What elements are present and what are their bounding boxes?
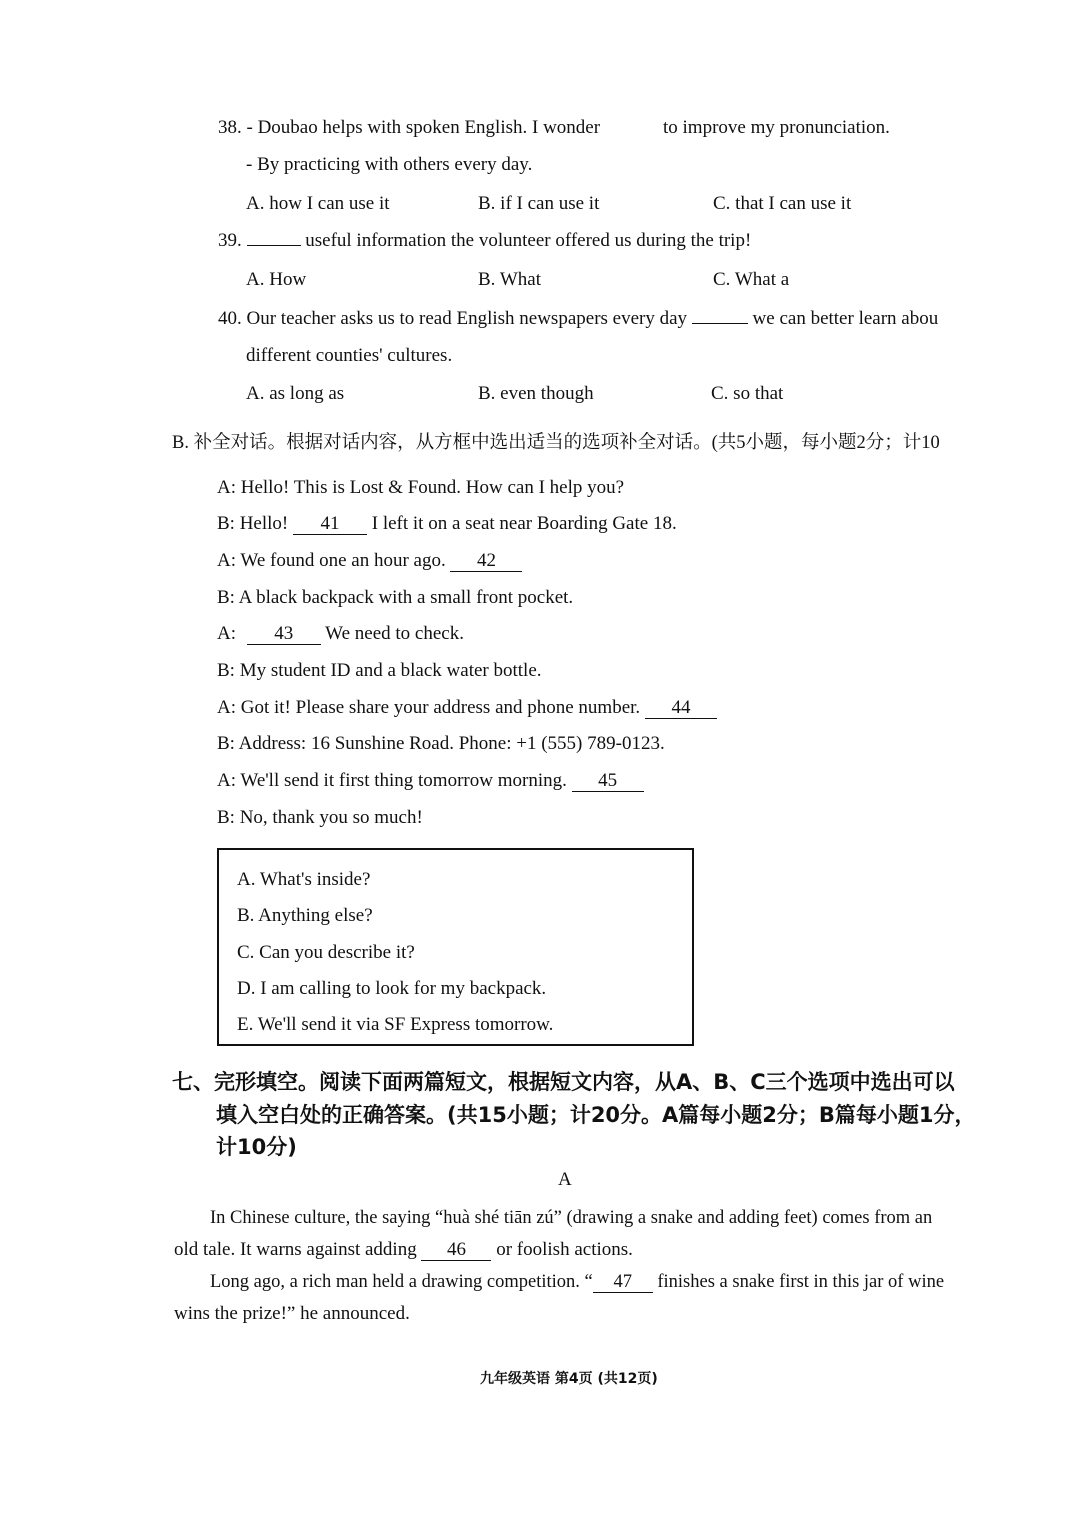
question-38-line-1 [218,116,600,140]
dialogue-line-6: B: My student ID and a black water bottle. [217,660,542,681]
page-footer: 九年级英语 第4页 (共12页) [480,1371,658,1387]
dialogue-line-9: A: We'll send it first thing tomorrow morning. 45 [217,769,644,793]
box-option-b: B. Anything else? [237,905,373,926]
question-39-line-1 [218,229,751,253]
section-7-heading-line-1: 七、完形填空。阅读下面两篇短文，根据短文内容，从A、B、C三个选项中选出可以 [172,1070,955,1094]
option-b: B. if I can use it [478,193,600,214]
passage-label: A [558,1169,572,1190]
question-text: useful information the volunteer offered us during the trip! [305,230,752,251]
dialogue-line-10: B: No, thank you so much! [217,807,423,828]
question-38-line-2: - By practicing with others every day. [246,154,533,175]
option-c: C. What a [713,269,790,290]
blank-41: 41 [293,514,367,535]
answer-blank [692,323,748,324]
box-option-d: D. I am calling to look for my backpack. [237,978,547,999]
question-text: Our teacher asks us to read English newspapers every day [246,308,688,329]
passage-p1-line-1: In Chinese culture, the saying “huà shé tiān zú” (drawing a snake and adding feet) comes from an [210,1208,933,1228]
box-option-a: A. What's inside? [237,869,371,890]
blank-46: 46 [421,1240,491,1261]
passage-p2-line-1: Long ago, a rich man held a drawing competition. “ 47 finishes a snake first in this jar of wine [210,1272,945,1292]
option-c: C. so that [711,383,784,404]
box-option-e: E. We'll send it via SF Express tomorrow. [237,1014,554,1035]
answer-blank [247,245,301,246]
option-a: A. as long as [246,383,345,404]
question-number: 38. [218,117,242,138]
question-text: - Doubao helps with spoken English. I wonder [246,117,601,138]
dialogue-line-5: A: 43 We need to check. [217,623,464,644]
dialogue-line-8: B: Address: 16 Sunshine Road. Phone: +1 (555) 789-0123. [217,733,665,754]
blank-45: 45 [572,771,644,792]
option-c: C. that I can use it [713,193,852,214]
blank-43: 43 [247,624,321,645]
passage-p1-line-2: old tale. It warns against adding 46 or foolish actions. [174,1239,633,1260]
option-b: B. even though [478,383,594,404]
section-b-heading: B. 补全对话。根据对话内容，从方框中选出适当的选项补全对话。(共5小题，每小题2分；计10 [172,433,940,453]
question-40-line-2: different counties' cultures. [246,345,453,366]
dialogue-line-2: B: Hello! 41 I left it on a seat near Boarding Gate 18. [217,513,677,534]
passage-p2-line-2: wins the prize!” he announced. [174,1303,410,1324]
blank-47: 47 [593,1272,653,1293]
options-box [217,848,694,1046]
question-text-after: we can better learn abou [752,308,939,329]
blank-44: 44 [645,698,717,719]
option-b: B. What [478,269,541,290]
dialogue-line-4: B: A black backpack with a small front pocket. [217,587,574,608]
dialogue-line-1: A: Hello! This is Lost & Found. How can I help you? [217,477,625,498]
question-number: 40. [218,308,242,329]
section-7-heading-line-3: 计10分) [216,1135,297,1159]
section-7-heading-line-2: 填入空白处的正确答案。(共15小题；计20分。A篇每小题2分；B篇每小题1分， [216,1103,976,1127]
option-a: A. How [246,269,307,290]
option-a: A. how I can use it [246,193,390,214]
question-number: 39. [218,230,242,251]
question-40-line-1 [218,307,938,331]
dialogue-line-3: A: We found one an hour ago. 42 [217,549,522,573]
question-38-text-after: to improve my pronunciation. [663,117,890,138]
dialogue-line-7: A: Got it! Please share your address and phone number. 44 [217,696,717,720]
box-option-c: C. Can you describe it? [237,942,415,963]
blank-42: 42 [450,551,522,572]
